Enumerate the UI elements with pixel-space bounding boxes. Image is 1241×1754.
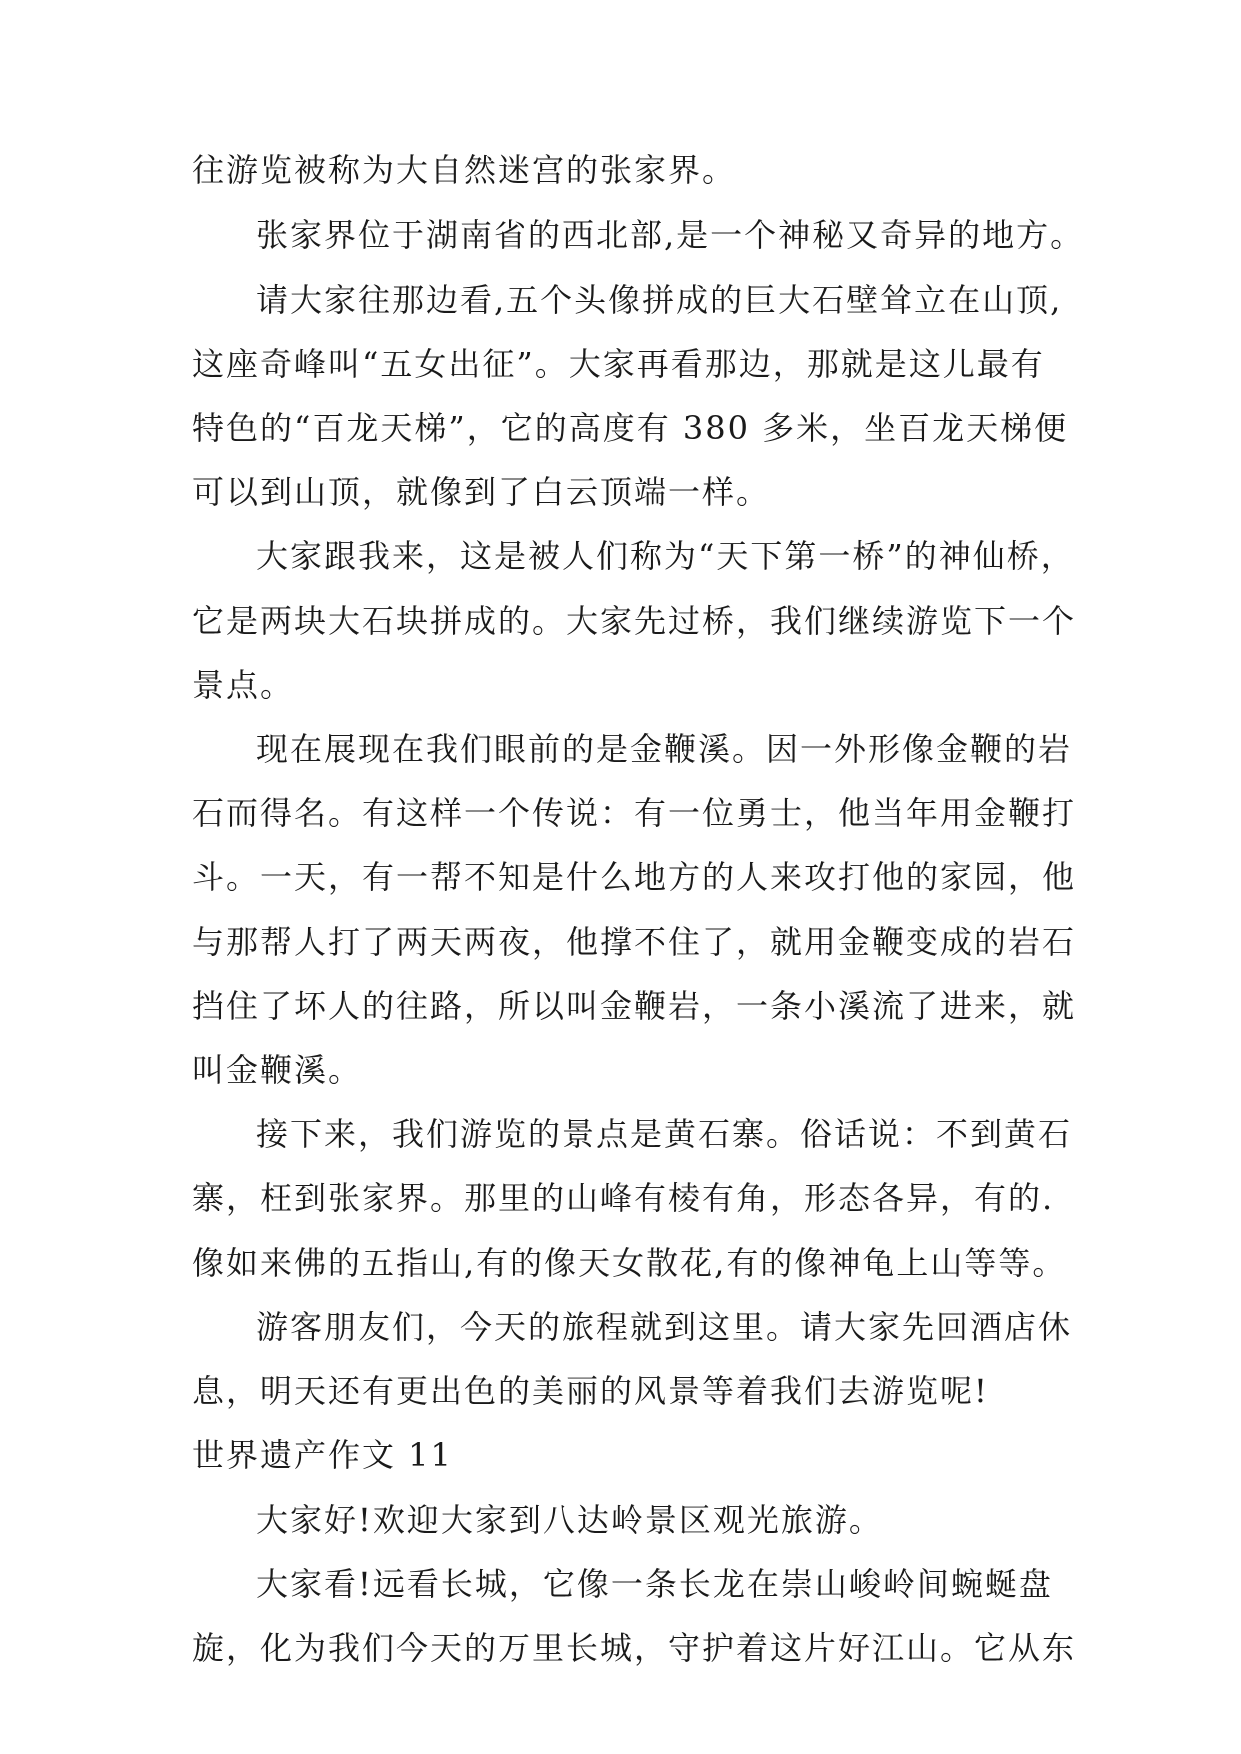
text-line: 寨，枉到张家界。那里的山峰有棱有角，形态各异，有的. bbox=[192, 1179, 1055, 1217]
text-line: 与那帮人打了两天两夜，他撑不住了，就用金鞭变成的岩石 bbox=[192, 923, 1077, 961]
text-line: 往游览被称为大自然迷宫的张家界。 bbox=[192, 151, 737, 189]
text-line: 请大家往那边看,五个头像拼成的巨大石壁耸立在山顶, bbox=[256, 281, 1063, 319]
text-line: 它是两块大石块拼成的。大家先过桥，我们继续游览下一个 bbox=[192, 602, 1077, 640]
text-line: 张家界位于湖南省的西北部,是一个神秘又奇异的地方。 bbox=[256, 216, 1085, 254]
text-line: 现在展现在我们眼前的是金鞭溪。因一外形像金鞭的岩 bbox=[256, 730, 1073, 768]
text-line: 特色的“百龙天梯”，它的高度有 380 多米，坐百龙天梯便 bbox=[192, 409, 1069, 447]
text-line: 游客朋友们，今天的旅程就到这里。请大家先回酒店休 bbox=[256, 1308, 1073, 1346]
text-line: 这座奇峰叫“五女出征”。大家再看那边，那就是这儿最有 bbox=[192, 345, 1045, 383]
text-line: 大家跟我来，这是被人们称为“天下第一桥”的神仙桥， bbox=[256, 537, 1075, 575]
text-line: 息，明天还有更出色的美丽的风景等着我们去游览呢! bbox=[192, 1372, 989, 1410]
text-line: 景点。 bbox=[192, 666, 295, 704]
section-heading: 世界遗产作文 11 bbox=[192, 1436, 453, 1474]
text-line: 大家看!远看长城，它像一条长龙在崇山峻岭间蜿蜒盘 bbox=[256, 1565, 1053, 1603]
text-line: 接下来，我们游览的景点是黄石寨。俗话说：不到黄石 bbox=[256, 1115, 1073, 1153]
text-line: 叫金鞭溪。 bbox=[192, 1051, 363, 1089]
text-line: 石而得名。有这样一个传说：有一位勇士，他当年用金鞭打 bbox=[192, 794, 1077, 832]
text-line: 挡住了坏人的往路，所以叫金鞭岩，一条小溪流了进来，就 bbox=[192, 987, 1077, 1025]
text-line: 可以到山顶，就像到了白云顶端一样。 bbox=[192, 473, 771, 511]
text-line: 斗。一天，有一帮不知是什么地方的人来攻打他的家园，他 bbox=[192, 858, 1077, 896]
text-line: 旋，化为我们今天的万里长城，守护着这片好江山。它从东 bbox=[192, 1629, 1077, 1667]
text-line: 像如来佛的五指山,有的像天女散花,有的像神龟上山等等。 bbox=[192, 1244, 1067, 1282]
text-line: 大家好!欢迎大家到八达岭景区观光旅游。 bbox=[256, 1501, 883, 1539]
